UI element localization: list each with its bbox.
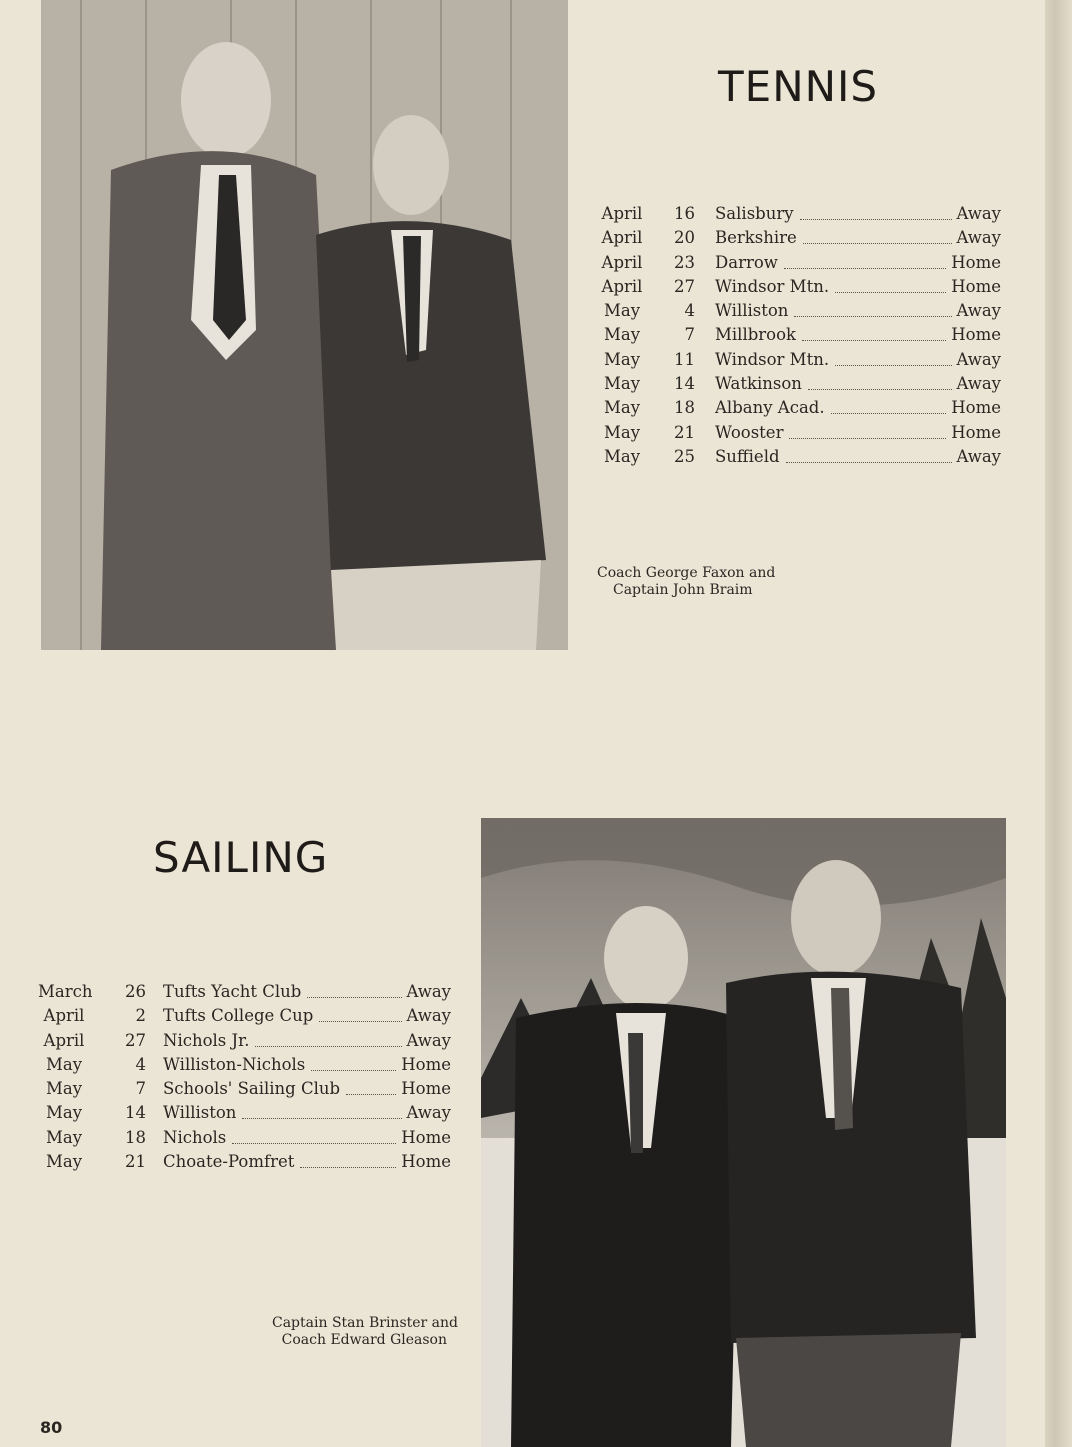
tennis-schedule-row <box>597 251 1001 275</box>
page-number: 80 <box>40 1418 63 1437</box>
match-month: May <box>45 1152 83 1172</box>
match-location: Home <box>951 422 1001 442</box>
leader-dots <box>835 365 952 366</box>
leader-dots <box>242 1118 402 1119</box>
match-day: 11 <box>674 349 695 369</box>
leader-dots <box>789 438 946 439</box>
leader-dots <box>802 340 946 341</box>
match-location: Away <box>956 228 1001 248</box>
match-day: 27 <box>125 1030 146 1050</box>
match-month: May <box>603 446 641 466</box>
match-location: Away <box>406 1006 451 1026</box>
match-month: April <box>43 1030 85 1050</box>
match-day: 7 <box>135 1079 146 1099</box>
tennis-schedule-row <box>597 299 1001 323</box>
match-opponent: Millbrook <box>715 325 797 345</box>
match-day: 21 <box>674 422 695 442</box>
match-day: 16 <box>674 204 695 223</box>
match-month: May <box>603 349 641 369</box>
match-opponent: Suffield <box>715 446 780 466</box>
tennis-schedule <box>597 202 1001 469</box>
tennis-team-photo <box>41 0 568 650</box>
sailing-schedule-row <box>38 1126 451 1150</box>
match-location: Home <box>951 398 1001 418</box>
match-month: April <box>601 276 643 296</box>
tennis-caption <box>597 565 775 599</box>
sailing-title: SAILING <box>153 833 329 882</box>
leader-dots <box>800 219 952 220</box>
match-location: Home <box>951 276 1001 296</box>
match-day: 2 <box>135 1006 146 1026</box>
match-opponent: Tufts Yacht Club <box>163 982 302 1001</box>
match-opponent: Williston <box>163 1103 237 1123</box>
match-location: Away <box>956 349 1001 369</box>
match-opponent: Nichols Jr. <box>163 1030 250 1050</box>
match-opponent: Salisbury <box>715 204 794 223</box>
leader-dots <box>319 1021 402 1022</box>
tennis-schedule-row <box>597 396 1001 420</box>
leader-dots <box>232 1143 396 1144</box>
match-location: Home <box>401 1054 451 1074</box>
match-opponent: Berkshire <box>715 228 797 248</box>
match-location: Away <box>956 446 1001 466</box>
match-opponent: Wooster <box>715 422 784 442</box>
sailing-caption-line1: Captain Stan Brinster and <box>272 1315 459 1331</box>
tennis-schedule-row <box>597 226 1001 250</box>
match-day: 4 <box>135 1054 146 1074</box>
match-month: April <box>601 252 643 272</box>
leader-dots <box>346 1094 396 1095</box>
match-opponent: Darrow <box>715 252 778 272</box>
match-day: 14 <box>674 374 695 394</box>
leader-dots <box>255 1046 402 1047</box>
sailing-schedule-row <box>38 1004 451 1028</box>
match-opponent: Schools' Sailing Club <box>163 1079 341 1099</box>
tennis-caption-line1: Coach George Faxon and <box>597 565 776 581</box>
sailing-schedule-row <box>38 1053 451 1077</box>
match-day: 4 <box>684 301 695 321</box>
leader-dots <box>803 243 952 244</box>
sailing-schedule-row <box>38 1101 451 1125</box>
match-day: 20 <box>674 228 695 248</box>
match-month: May <box>603 398 641 418</box>
match-day: 21 <box>125 1152 146 1172</box>
match-opponent: Albany Acad. <box>715 398 825 418</box>
page-gutter <box>1045 0 1072 1447</box>
match-location: Home <box>951 252 1001 272</box>
match-month: May <box>603 374 641 394</box>
leader-dots <box>307 997 402 998</box>
match-month: May <box>603 422 641 442</box>
sailing-caption <box>272 1315 459 1349</box>
leader-dots <box>311 1070 396 1071</box>
match-location: Away <box>406 982 451 1001</box>
leader-dots <box>808 389 952 390</box>
leader-dots <box>300 1167 396 1168</box>
tennis-schedule-row <box>597 202 1001 226</box>
match-location: Home <box>401 1079 451 1099</box>
match-day: 7 <box>684 325 695 345</box>
match-location: Away <box>956 301 1001 321</box>
tennis-schedule-row <box>597 348 1001 372</box>
match-day: 18 <box>674 398 695 418</box>
tennis-title: TENNIS <box>718 62 879 111</box>
leader-dots <box>835 292 946 293</box>
match-location: Away <box>406 1103 451 1123</box>
match-day: 14 <box>125 1103 146 1123</box>
match-opponent: Tufts College Cup <box>163 1006 314 1026</box>
match-location: Home <box>951 325 1001 345</box>
match-opponent: Watkinson <box>715 374 802 394</box>
sailing-schedule-row <box>38 1150 451 1174</box>
match-opponent: Windsor Mtn. <box>715 276 830 296</box>
match-month: May <box>603 301 641 321</box>
match-day: 18 <box>125 1127 146 1147</box>
match-month: April <box>601 228 643 248</box>
tennis-schedule-row <box>597 421 1001 445</box>
leader-dots <box>831 413 946 414</box>
tennis-caption-line2: Captain John Braim <box>613 582 753 598</box>
match-location: Away <box>956 374 1001 394</box>
match-location: Away <box>406 1030 451 1050</box>
match-location: Home <box>401 1127 451 1147</box>
match-opponent: Williston <box>715 301 789 321</box>
sailing-caption-line2: Coach Edward Gleason <box>281 1332 447 1348</box>
tennis-schedule-row <box>597 445 1001 469</box>
leader-dots <box>786 462 952 463</box>
leader-dots <box>794 316 952 317</box>
match-day: 25 <box>674 446 695 466</box>
tennis-schedule-row <box>597 275 1001 299</box>
tennis-schedule-row <box>597 372 1001 396</box>
match-month: April <box>601 204 643 223</box>
match-location: Away <box>956 204 1001 223</box>
match-opponent: Choate-Pomfret <box>163 1152 295 1172</box>
sailing-team-photo <box>481 818 1006 1447</box>
match-opponent: Windsor Mtn. <box>715 349 830 369</box>
tennis-schedule-row <box>597 323 1001 347</box>
match-month: April <box>43 1006 85 1026</box>
sailing-schedule-row <box>38 1029 451 1053</box>
sailing-schedule-row <box>38 1077 451 1101</box>
match-month: May <box>45 1079 83 1099</box>
sailing-schedule-row <box>38 980 451 1004</box>
match-opponent: Nichols <box>163 1127 227 1147</box>
match-day: 27 <box>674 276 695 296</box>
match-opponent: Williston-Nichols <box>163 1054 306 1074</box>
sailing-schedule <box>38 980 451 1174</box>
match-month: May <box>603 325 641 345</box>
match-month: March <box>38 982 93 1001</box>
match-month: May <box>45 1127 83 1147</box>
leader-dots <box>784 268 946 269</box>
match-month: May <box>45 1103 83 1123</box>
match-month: May <box>45 1054 83 1074</box>
match-day: 23 <box>674 252 695 272</box>
match-day: 26 <box>125 982 146 1001</box>
match-location: Home <box>401 1152 451 1172</box>
